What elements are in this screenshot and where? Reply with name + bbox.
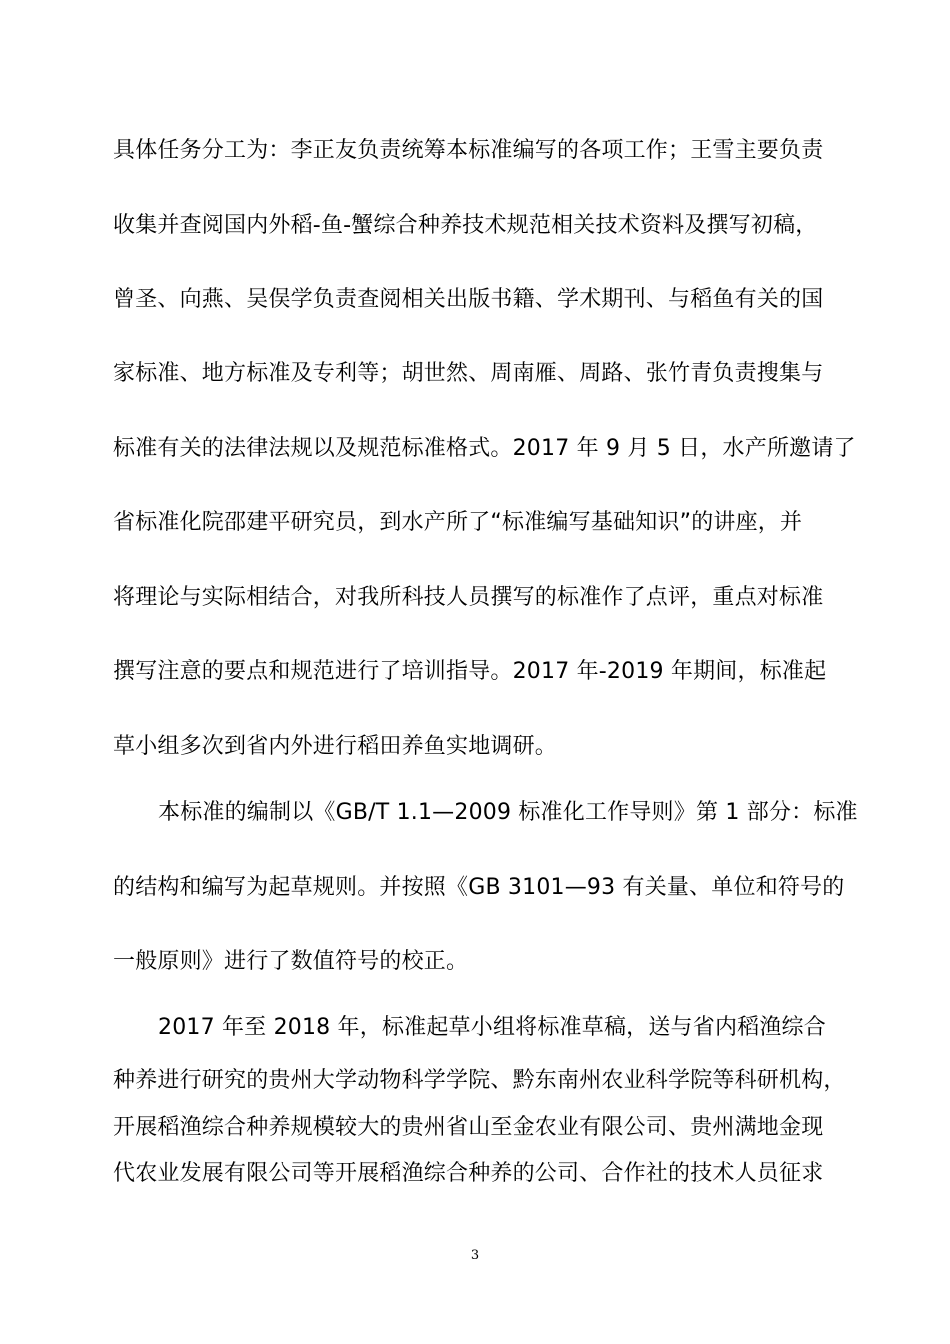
- paragraph-1-line-4: 家标准、地方标准及专利等；胡世然、周南雁、周路、张竹青负责搜集与: [113, 361, 824, 386]
- paragraph-3-line-2: 种养进行研究的贵州大学动物科学学院、黔东南州农业科学院等科研机构，: [113, 1068, 846, 1093]
- paragraph-3-line-4: 代农业发展有限公司等开展稻渔综合种养的公司、合作社的技术人员征求: [113, 1161, 824, 1186]
- paragraph-3-line-1: 2017 年至 2018 年，标准起草小组将标准草稿，送与省内稻渔综合: [158, 1015, 826, 1040]
- paragraph-1-line-2: 收集并查阅国内外稻-鱼-蟹综合种养技术规范相关技术资料及撰写初稿，: [113, 213, 818, 238]
- paragraph-1-line-3: 曾圣、向燕、吴俣学负责查阅相关出版书籍、学术期刊、与稻鱼有关的国: [113, 287, 824, 312]
- paragraph-3-line-3: 开展稻渔综合种养规模较大的贵州省山至金农业有限公司、贵州满地金现: [113, 1115, 824, 1140]
- paragraph-1-line-5: 标准有关的法律法规以及规范标准格式。2017 年 9 月 5 日，水产所邀请了: [113, 436, 856, 461]
- paragraph-2-line-3: 一般原则》进行了数值符号的校正。: [113, 949, 469, 974]
- paragraph-1-line-8: 撰写注意的要点和规范进行了培训指导。2017 年-2019 年期间，标准起: [113, 659, 827, 684]
- paragraph-1-line-1: 具体任务分工为：李正友负责统筹本标准编写的各项工作；王雪主要负责: [113, 138, 824, 163]
- paragraph-1-line-9: 草小组多次到省内外进行稻田养鱼实地调研。: [113, 734, 558, 759]
- paragraph-1-line-7: 将理论与实际相结合，对我所科技人员撰写的标准作了点评，重点对标准: [113, 585, 824, 610]
- paragraph-1-line-6: 省标准化院邵建平研究员，到水产所了“标准编写基础知识”的讲座，并: [113, 510, 803, 535]
- paragraph-2-line-2: 的结构和编写为起草规则。并按照《GB 3101—93 有关量、单位和符号的: [113, 875, 845, 900]
- paragraph-2-line-1: 本标准的编制以《GB/T 1.1—2009 标准化工作导则》第 1 部分：标准: [158, 800, 858, 825]
- page-number: 3: [470, 1248, 480, 1263]
